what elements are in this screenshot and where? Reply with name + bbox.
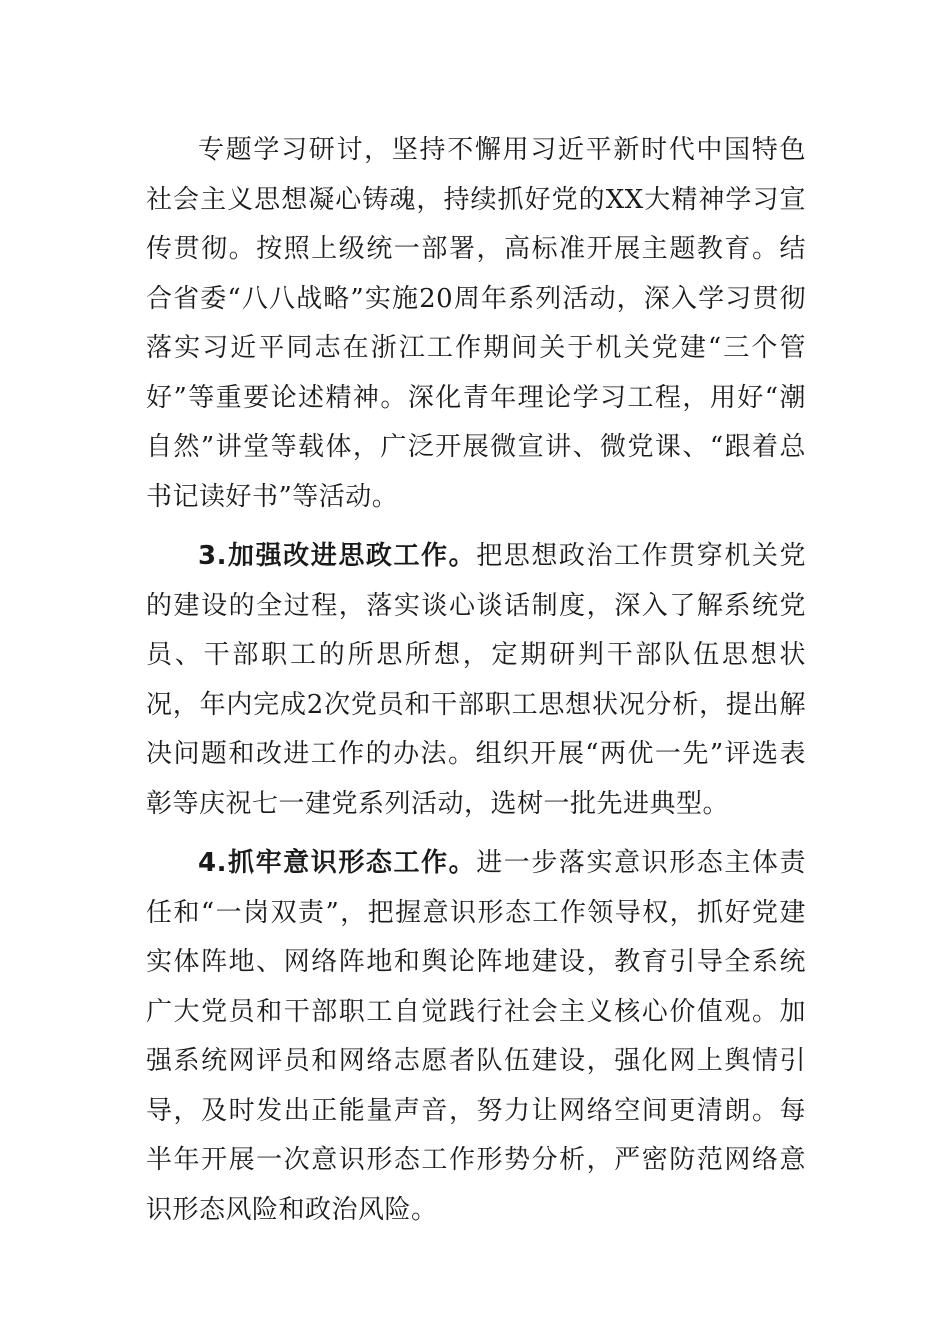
paragraph-body: 把思想政治工作贯穿机关党的建设的全过程，落实谈心谈话制度，深入了解系统党员、干部职工的所思所想，定期研判干部队伍思想状况，年内完成2次党员和干部职工思想状况分析，提出解决问题和改进工作的办法。组织开展“两优一先”评选表彰等庆祝七一建党系列活动，选树一批先进典型。 bbox=[146, 541, 806, 819]
paragraph-ideology-form bbox=[146, 839, 806, 1235]
paragraph-body: 进一步落实意识形态主体责任和“一岗双责”，把握意识形态工作领导权，抓好党建实体阵地、网络阵地和舆论阵地建设，教育引导全系统广大党员和干部职工自觉践行社会主义核心价值观。加强系统网评员和网络志愿者队伍建设，强化网上舆情引导，及时发出正能量声音，努力让网络空间更清朗。每半年开展一次意识形态工作形势分析，严密防范网络意识形态风险和政治风险。 bbox=[146, 848, 806, 1225]
paragraph-ideological-work bbox=[146, 532, 806, 829]
paragraph-body: 专题学习研讨，坚持不懈用习近平新时代中国特色社会主义思想凝心铸魂，持续抓好党的XX大精神学习宣传贯彻。按照上级统一部署，高标准开展主题教育。结合省委“八八战略”实施20周年系列活动，深入学习贯彻落实习近平同志在浙江工作期间关于机关党建“三个管好”等重要论述精神。深化青年理论学习工程，用好“潮自然”讲堂等载体，广泛开展微宣讲、微党课、“跟着总书记读好书”等活动。 bbox=[146, 135, 806, 512]
document-body bbox=[146, 126, 806, 1245]
paragraph-study-seminar bbox=[146, 126, 806, 522]
paragraph-heading: 3.加强改进思政工作。 bbox=[198, 541, 477, 571]
paragraph-heading: 4.抓牢意识形态工作。 bbox=[198, 848, 477, 878]
